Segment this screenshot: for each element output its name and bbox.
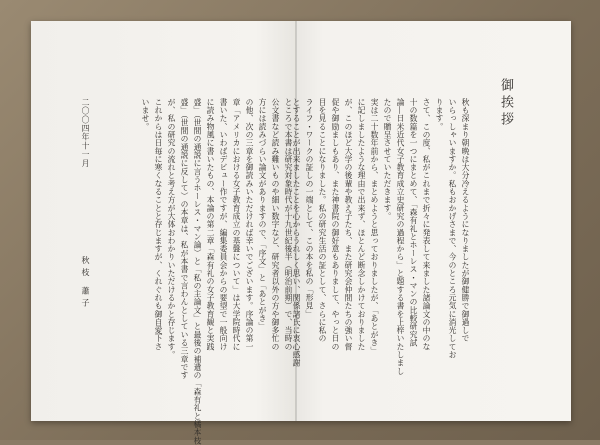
author-name: 秋枝 蕭子	[81, 256, 90, 311]
body-line: が、このほど大学の後輩や教え子たち、また研究会仲間たちの強い督	[344, 98, 353, 351]
body-line: 秋も深まり朝晩は大分冷えるようになりましたが御健勝で御過しで	[461, 98, 470, 343]
body-line: 促や御励ましもあり、また神書院の御好意もありまして、やっと日の	[331, 98, 340, 351]
body-line: ところで本書は研究対象時代が十九世紀後半（明治前期）で、当時の	[284, 98, 293, 351]
document-title: 御挨拶	[498, 78, 513, 129]
body-line: ります。	[435, 98, 444, 131]
body-line: に読み物風に書いたもの、本論の第二章「森有礼の女子教育観と実践	[206, 98, 215, 351]
body-line: いませ。	[141, 98, 150, 131]
body-line: 十の数篇を一つにまとめて、「森有礼とホーレス・マンの比較研究試	[409, 98, 418, 347]
body-line: 公文書など読み難いものや細い数字など、研究者以外の方や御多忙の	[271, 98, 280, 351]
body-line: 盛」（世間の通説に言うホーレス・マン論）と「私の主論文」と最後の補遺の「森有礼と橘本枝	[193, 98, 202, 445]
body-line: 論―日米近代女子教育成立史研究の過程から」と題する書を上梓いたしまし	[396, 98, 405, 376]
body-line: 書いた、いわばデビュー作ですが、編集委員会からの要望で一般向け	[219, 98, 228, 351]
left-page-body	[105, 98, 295, 445]
body-line: 方には読みづらい論文がありますので、「序文」と「あとがき」	[258, 98, 267, 331]
body-line: とすることが出来ましたことを心からうれしく思い、関係諸氏に衷心感謝	[292, 98, 301, 367]
body-line: これからは日毎に寒くなることと存じますが、くれぐれも御自愛下さ	[154, 98, 163, 351]
date-line: 二〇〇四年十一月	[81, 98, 90, 168]
body-line: さて、この度、私がこれまで折々に発表して来ました諸論文の中のな	[422, 98, 431, 351]
body-line: 章「アメリカにおける女子教育成立の基盤について」は大学院時代に	[232, 98, 241, 351]
body-line: 盛」（世間の通説に反して）の本章は、私が本書で言わんとしている三章です	[180, 98, 189, 380]
body-line: の他、次の三章を御読みいただければ幸いでございます。序論の第一	[245, 98, 254, 351]
right-page-body	[292, 98, 472, 376]
body-line: たので贈呈させていただきます。	[383, 98, 392, 221]
body-line: 実は二十数年前から、まとめようと思っておりましたが、「あとがき」	[370, 98, 379, 355]
body-line: に記しましたような理由で出来ず、ほとんど断念しかけておりました	[357, 98, 366, 351]
body-line: 目を見ることになりました。私の研究生活の証として、さらに私の	[318, 98, 327, 343]
body-line: いらっしゃいますか。私もおかげさまで、今のところ元気に消光してお	[448, 98, 457, 359]
body-line: が、私の研究の流れと考え方が大体おわかりいただけるかと存じます。	[167, 98, 176, 359]
body-line: ライフ・ワークの証しの一端として、この本を私の「形見」	[305, 98, 314, 319]
